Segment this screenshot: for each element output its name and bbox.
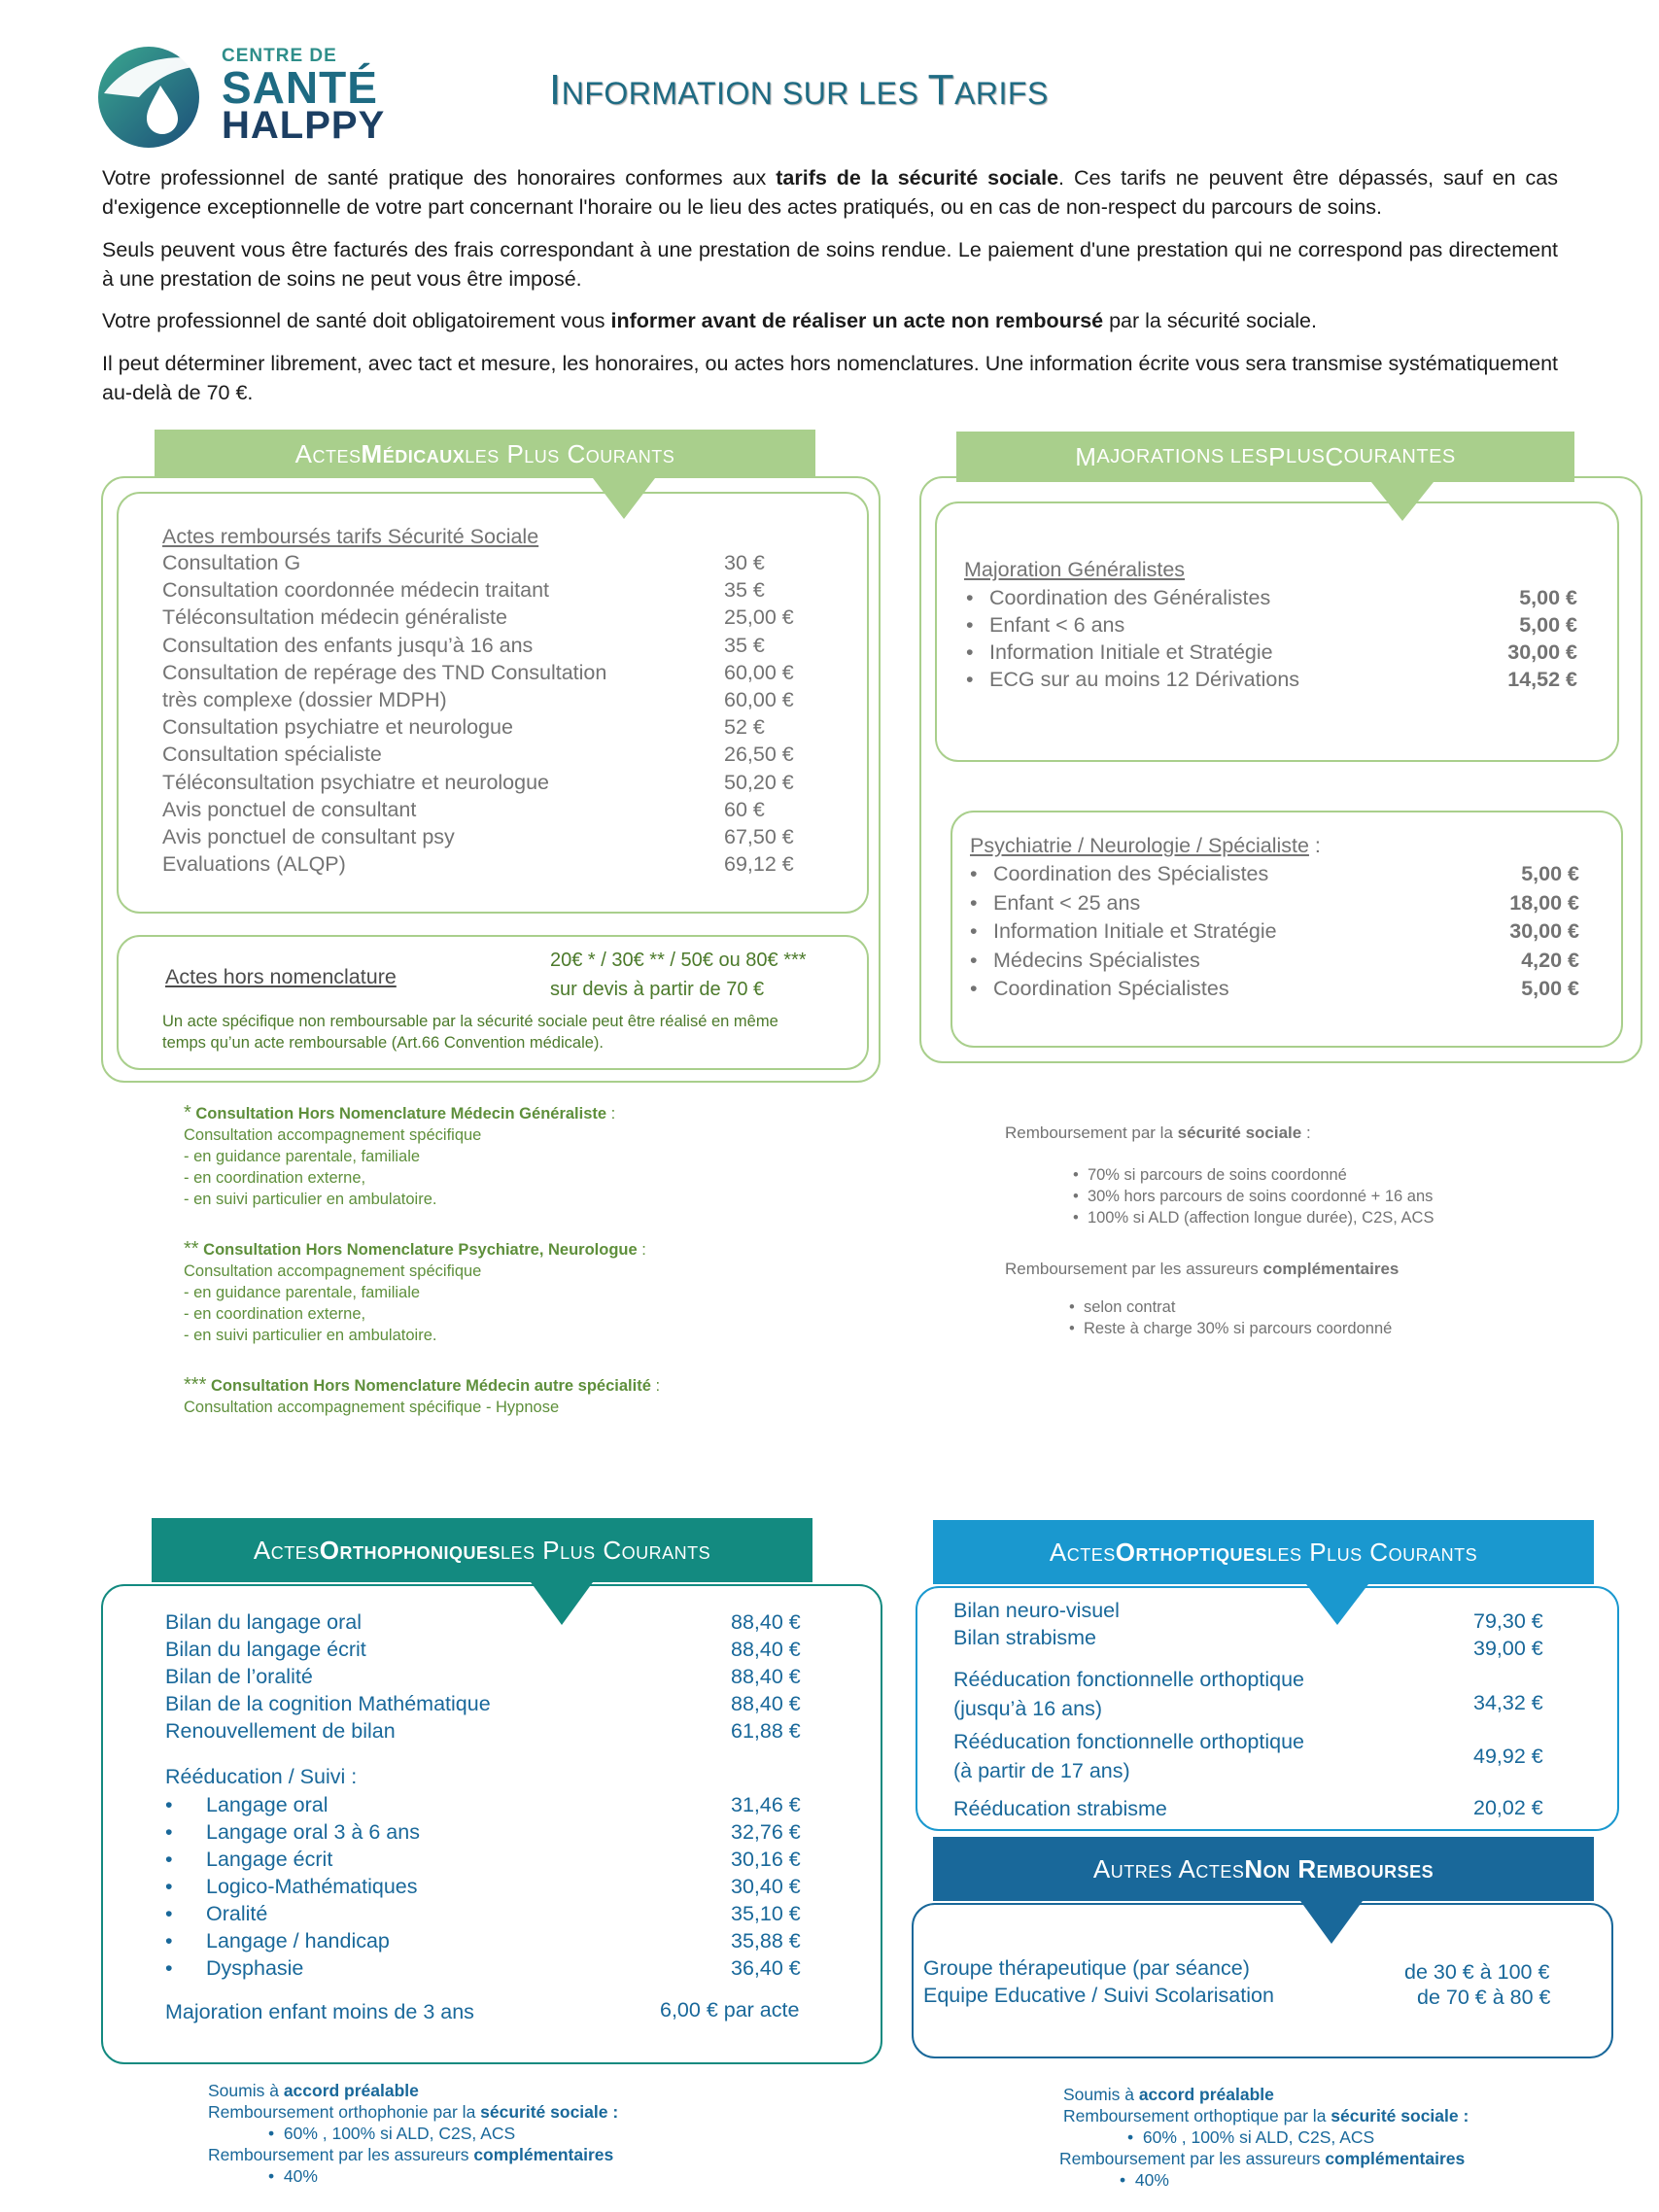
maj-psy-row-label: • Médecins Spécialistes (970, 948, 1200, 972)
maj-psy-row-price: 5,00 € (1521, 862, 1579, 885)
medical-banner-arrow (593, 478, 655, 519)
medical-row-label: Téléconsultation psychiatre et neurologue (162, 770, 550, 794)
bullet-icon: • (970, 862, 978, 885)
ortho-row-price: 88,40 € (731, 1692, 801, 1715)
ortho-r4: Rééducation strabisme (953, 1797, 1167, 1820)
reed-heading: Rééducation / Suivi : (165, 1765, 358, 1788)
hn-price-1: 20€ * / 30€ ** / 50€ ou 80€ *** (550, 950, 807, 971)
reed-row-label: • Langage oral (165, 1793, 328, 1816)
orthoptie-banner: Actes Orthoptiques les Plus Courants (933, 1520, 1594, 1584)
majorations-banner-arrow (1371, 482, 1434, 521)
medical-row-price: 67,50 € (724, 825, 794, 848)
medical-row-label: Consultation G (162, 551, 301, 574)
reed-row-label: • Langage écrit (165, 1848, 333, 1871)
ortho-row-price: 88,40 € (731, 1665, 801, 1688)
ortho-p1b: 39,00 € (1473, 1637, 1543, 1660)
reed-row-label: • Langage oral 3 à 6 ans (165, 1820, 420, 1844)
hn-note: Un acte spécifique non remboursable par la sécurité sociale peut être réalisé en même temps qu’un acte remboursable (Art.66 Convention médicale). (162, 1013, 778, 1052)
hn-price-2: sur devis à partir de 70 € (550, 979, 765, 1000)
maj-gen-row-label: • Enfant < 6 ans (966, 613, 1125, 637)
ortho-r1a: Bilan neuro-visuel (953, 1599, 1120, 1622)
autres-banner: Autres Actes Non Rembourses (933, 1837, 1594, 1901)
reed-row-price: 30,40 € (731, 1875, 801, 1898)
medical-row-price: 50,20 € (724, 770, 794, 794)
orthophonie-footnote: Soumis à accord préalable Remboursement orthophonie par la sécurité sociale : • 60% , 100% si ALD, C2S, ACS Remboursement par les assureurs complémentaires • 40% (208, 2081, 619, 2186)
medical-row-label: Téléconsultation médecin généraliste (162, 605, 507, 630)
ortho-p2: 34,32 € (1473, 1691, 1543, 1714)
ortho-p4: 20,02 € (1473, 1796, 1543, 1819)
intro-paragraph-1: Votre professionnel de santé pratique des honoraires conformes aux tarifs de la sécurité sociale. Ces tarifs ne peuvent être dépassés, sauf en cas d'exigence exceptionnelle de votre part concernant l'horaire ou le lieu des actes pratiqués, ou en cas de non-respect du parcours de soins. (102, 166, 1558, 219)
bullet-icon: • (165, 1820, 173, 1844)
hn-label: Actes hors nomenclature (165, 965, 397, 988)
reed-row-price: 35,88 € (731, 1929, 801, 1953)
ortho-r3a: Rééducation fonctionnelle orthoptique (953, 1730, 1304, 1753)
remb-ac-heading: Remboursement par les assureurs complémentaires (1005, 1260, 1400, 1278)
medical-row-price: 60,00 € (724, 688, 794, 711)
ortho-r3b: (à partir de 17 ans) (953, 1759, 1130, 1782)
maj-psy-row-label: • Enfant < 25 ans (970, 890, 1141, 915)
bullet-icon: • (165, 1929, 173, 1953)
medical-row-price: 35 € (724, 633, 765, 657)
bullet-icon: • (970, 890, 978, 915)
bullet-icon: • (970, 977, 978, 1000)
maj-gen-row-label: • Coordination des Généralistes (966, 586, 1271, 609)
medical-row-label: très complexe (dossier MDPH) (162, 688, 447, 711)
intro-paragraph-2: Seuls peuvent vous être facturés des frais correspondant à une prestation de soins rendue. Le paiement d'une prestation qui ne correspond pas directement à une prestation de soins ne peut vous être imposé. (102, 238, 1558, 291)
bullet-icon: • (966, 586, 974, 609)
maj-enfant-label: Majoration enfant moins de 3 ans (165, 2000, 474, 2023)
medical-row-price: 60 € (724, 797, 765, 821)
orthoptie-footnote: Soumis à accord préalable Remboursement orthoptique par la sécurité sociale : • 60% , 100% si ALD, C2S, ACS Remboursement par les assureurs complémentaires • 40% (1059, 2085, 1469, 2190)
bullet-icon: • (165, 1848, 173, 1871)
maj-psy-row-price: 4,20 € (1521, 948, 1579, 972)
maj-psy-row-label: • Coordination des Spécialistes (970, 862, 1269, 885)
medical-row-label: Avis ponctuel de consultant (162, 797, 417, 821)
ortho-row-label: Bilan du langage oral (165, 1610, 363, 1634)
bullet-icon: • (165, 1793, 173, 1816)
reed-row-price: 35,10 € (731, 1902, 801, 1925)
remb-ss-heading: Remboursement par la sécurité sociale : (1005, 1123, 1311, 1142)
bullet-icon: • (970, 919, 978, 943)
medical-row-label: Consultation spécialiste (162, 743, 382, 767)
reed-row-price: 32,76 € (731, 1820, 801, 1844)
maj-psy-row-price: 30,00 € (1509, 919, 1579, 943)
bullet-icon: • (966, 613, 974, 637)
reed-row-label: • Logico-Mathématiques (165, 1875, 418, 1898)
medical-row-label: Consultation de repérage des TND Consultation (162, 660, 607, 684)
reed-row-price: 31,46 € (731, 1793, 801, 1816)
intro-paragraph-3: Votre professionnel de santé doit obligatoirement vous informer avant de réaliser un acte non remboursé par la sécurité sociale. (102, 309, 1317, 332)
autres-r2: Equipe Educative / Suivi Scolarisation (923, 1984, 1274, 2007)
medical-row-label: Consultation coordonnée médecin traitant (162, 578, 550, 603)
medical-row-price: 69,12 € (724, 852, 794, 877)
maj-gen-heading: Majoration Généralistes (964, 558, 1186, 581)
logo-line1: CENTRE DE (222, 46, 337, 66)
ortho-row-label: Renouvellement de bilan (165, 1719, 396, 1743)
orthophonie-banner-arrow (531, 1582, 593, 1625)
bullet-icon: • (165, 1956, 173, 1980)
ortho-row-price: 88,40 € (731, 1638, 801, 1661)
maj-gen-row-label: • Information Initiale et Stratégie (966, 640, 1273, 664)
ortho-row-label: Bilan de la cognition Mathématique (165, 1692, 491, 1715)
bullet-icon: • (165, 1875, 173, 1898)
remb-ac-list: • selon contrat • Reste à charge 30% si parcours coordonné (1069, 1298, 1393, 1337)
maj-gen-row-price: 5,00 € (1519, 586, 1577, 609)
maj-psy-row-price: 5,00 € (1521, 977, 1579, 1000)
ortho-p3: 49,92 € (1473, 1745, 1543, 1768)
maj-psy-heading: Psychiatrie / Neurologie / Spécialiste (970, 834, 1309, 857)
medical-row-price: 26,50 € (724, 743, 794, 767)
medical-banner: Actes Médicaux les Plus Courants (155, 430, 815, 478)
reed-row-label: • Oralité (165, 1902, 268, 1925)
autres-r1: Groupe thérapeutique (par séance) (923, 1956, 1250, 1980)
reed-row-price: 36,40 € (731, 1956, 801, 1980)
remb-ss-list: • 70% si parcours de soins coordonné • 30% hors parcours de soins coordonné + 16 ans • 100% si ALD (affection longue durée), C2S, ACS (1073, 1166, 1434, 1227)
reed-row-price: 30,16 € (731, 1848, 801, 1871)
autres-p2: de 70 € à 80 € (1417, 1986, 1551, 2009)
medical-row-price: 25,00 € (724, 605, 794, 630)
maj-gen-row-price: 5,00 € (1519, 613, 1577, 637)
logo-text (222, 47, 385, 145)
maj-psy-heading-row: Psychiatrie / Neurologie / Spécialiste : (970, 834, 1321, 857)
maj-gen-row-label: • ECG sur au moins 12 Dérivations (966, 668, 1300, 691)
ortho-r1b: Bilan strabisme (953, 1626, 1096, 1649)
bullet-icon: • (970, 948, 978, 972)
majorations-banner: M AJORATIONS LES P LUS C OURANTES (956, 432, 1574, 482)
bullet-icon: • (966, 668, 974, 691)
ortho-row-price: 88,40 € (731, 1610, 801, 1634)
reed-row-label: • Dysphasie (165, 1956, 304, 1980)
ortho-row-price: 61,88 € (731, 1719, 801, 1743)
maj-gen-row-price: 14,52 € (1507, 668, 1577, 691)
medical-row-price: 52 € (724, 715, 765, 740)
medical-row-price: 35 € (724, 578, 765, 603)
ortho-r2b: (jusqu’à 16 ans) (953, 1697, 1102, 1720)
medical-row-label: Consultation des enfants jusqu’à 16 ans (162, 633, 534, 657)
logo-line3: HALPPY (222, 104, 386, 147)
medical-heading: Actes remboursés tarifs Sécurité Sociale (162, 525, 539, 548)
medical-row-label: Consultation psychiatre et neurologue (162, 715, 513, 740)
maj-gen-row-price: 30,00 € (1507, 640, 1577, 664)
autres-banner-arrow (1300, 1901, 1363, 1944)
maj-enfant-price: 6,00 € par acte (660, 1998, 800, 2022)
note-generaliste: * Consultation Hors Nomenclature Médecin Généraliste : Consultation accompagnement spécifique - en guidance parentale, familiale - en coordination externe, - en suivi particulier en ambulatoire. (184, 1102, 616, 1208)
bullet-icon: • (165, 1902, 173, 1925)
ortho-p1a: 79,30 € (1473, 1609, 1543, 1633)
bullet-icon: • (966, 640, 974, 664)
medical-row-price: 30 € (724, 551, 765, 574)
ortho-r2a: Rééducation fonctionnelle orthoptique (953, 1668, 1304, 1691)
note-psychiatre: ** Consultation Hors Nomenclature Psychiatre, Neurologue : Consultation accompagnement spécifique - en guidance parentale, familiale - en coordination externe, - en suivi particulier en ambulatoire. (184, 1238, 646, 1344)
logo-line2: SANTÉ (222, 62, 378, 113)
intro-paragraph-4: Il peut déterminer librement, avec tact et mesure, les honoraires, ou actes hors nomenclatures. Une information écrite vous sera transmise systématiquement au-delà de 70 €. (102, 352, 1558, 404)
orthoptie-banner-arrow (1306, 1584, 1368, 1625)
ortho-row-label: Bilan de l’oralité (165, 1665, 313, 1688)
maj-psy-row-price: 18,00 € (1509, 890, 1579, 915)
maj-psy-row-label: • Information Initiale et Stratégie (970, 919, 1277, 943)
reed-row-label: • Langage / handicap (165, 1929, 390, 1953)
note-autre-specialite: *** Consultation Hors Nomenclature Médecin autre spécialité : Consultation accompagnement spécifique - Hypnose (184, 1374, 661, 1416)
page-title: INFORMATION SUR LES TARIFS (549, 66, 1049, 114)
medical-row-price: 60,00 € (724, 660, 794, 684)
logo-drop-leaf-icon (92, 37, 219, 152)
autres-p1: de 30 € à 100 € (1404, 1960, 1550, 1984)
ortho-row-label: Bilan du langage écrit (165, 1638, 366, 1661)
maj-psy-row-label: • Coordination Spécialistes (970, 977, 1229, 1000)
orthophonie-banner: Actes Orthophoniques les Plus Courants (152, 1518, 812, 1582)
medical-row-label: Evaluations (ALQP) (162, 852, 346, 877)
medical-row-label: Avis ponctuel de consultant psy (162, 825, 455, 848)
